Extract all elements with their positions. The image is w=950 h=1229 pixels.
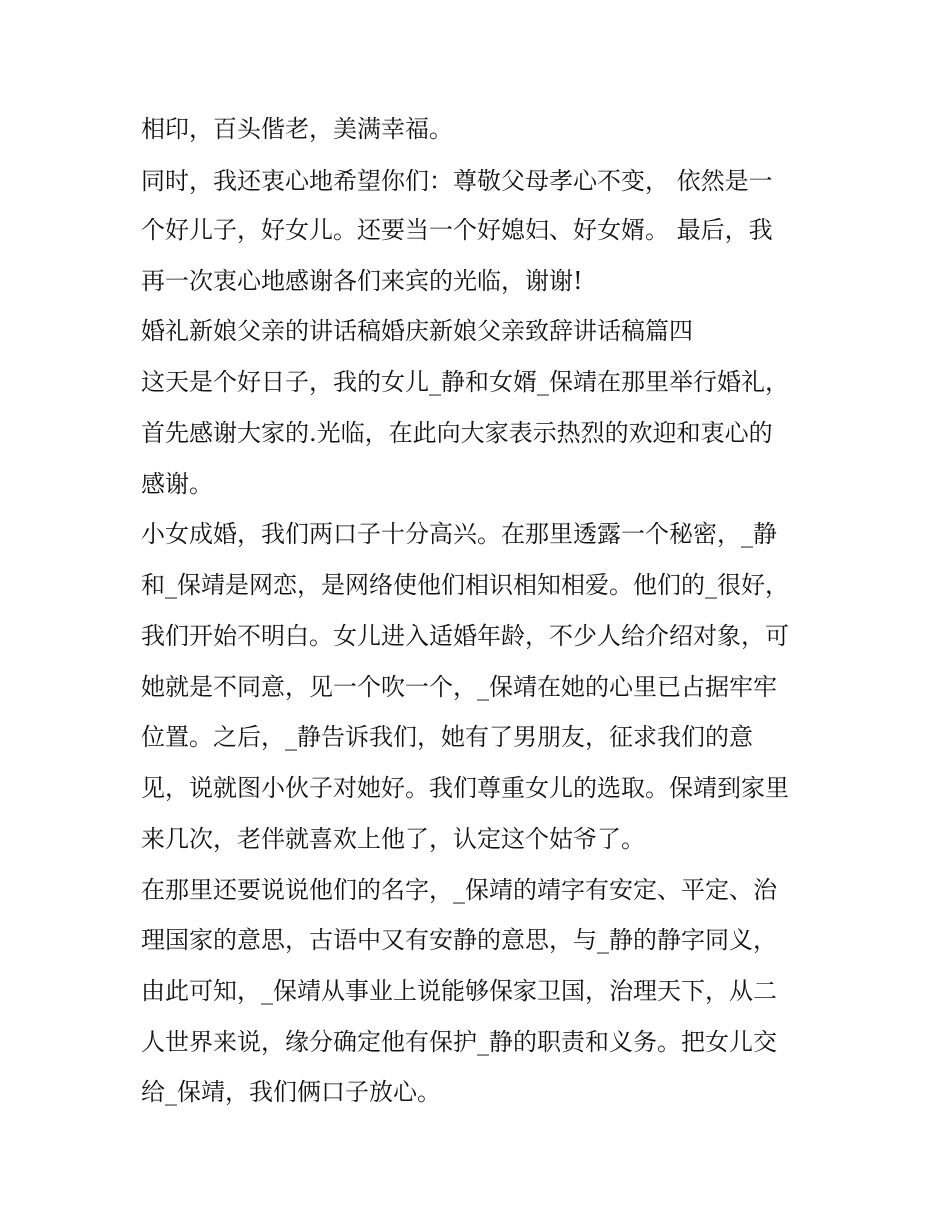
text-line: 同时，我还衷心地希望你们：尊敬父母孝心不变， 依然是一 (141, 167, 773, 195)
text-line: 个好儿子，好女儿。还要当一个好媳妇、好女婿。 最后，我 (141, 216, 773, 244)
text-line: 感谢。 (141, 470, 213, 498)
text-line: 由此可知，_保靖从事业上说能够保家卫国，治理天下，从二 (141, 977, 777, 1005)
section-heading: 婚礼新娘父亲的讲话稿婚庆新娘父亲致辞讲话稿篇四 (141, 317, 693, 345)
text-line: 再一次衷心地感谢各们来宾的光临，谢谢! (141, 267, 583, 295)
text-line: 见，说就图小伙子对她好。我们尊重女儿的选取。保靖到家里 (141, 774, 789, 802)
text-line: 我们开始不明白。女儿进入适婚年龄，不少人给介绍对象，可 (141, 622, 789, 650)
text-line: 首先感谢大家的.光临，在此向大家表示热烈的欢迎和衷心的 (141, 419, 773, 447)
text-line: 这天是个好日子，我的女儿_静和女婿_保靖在那里举行婚礼， (141, 368, 789, 396)
text-line: 小女成婚，我们两口子十分高兴。在那里透露一个秘密，_静 (141, 520, 777, 548)
text-line: 位置。之后，_静告诉我们，她有了男朋友，征求我们的意 (141, 723, 753, 751)
text-line: 相印，百头偕老，美满幸福。 (141, 115, 453, 143)
text-line: 和_保靖是网恋，是网络使他们相识相知相爱。他们的_很好， (141, 571, 789, 599)
text-line: 人世界来说，缘分确定他有保护_静的职责和义务。把女儿交 (141, 1028, 777, 1056)
text-line: 在那里还要说说他们的名字，_保靖的靖字有安定、平定、治 (141, 876, 777, 904)
text-line: 她就是不同意，见一个吹一个，_保靖在她的心里已占据牢牢 (141, 673, 777, 701)
text-line: 给_保靖，我们俩口子放心。 (141, 1078, 441, 1106)
text-line: 来几次，老伴就喜欢上他了，认定这个姑爷了。 (141, 825, 645, 853)
text-line: 理国家的意思，古语中又有安静的意思，与_静的静字同义， (141, 926, 777, 954)
